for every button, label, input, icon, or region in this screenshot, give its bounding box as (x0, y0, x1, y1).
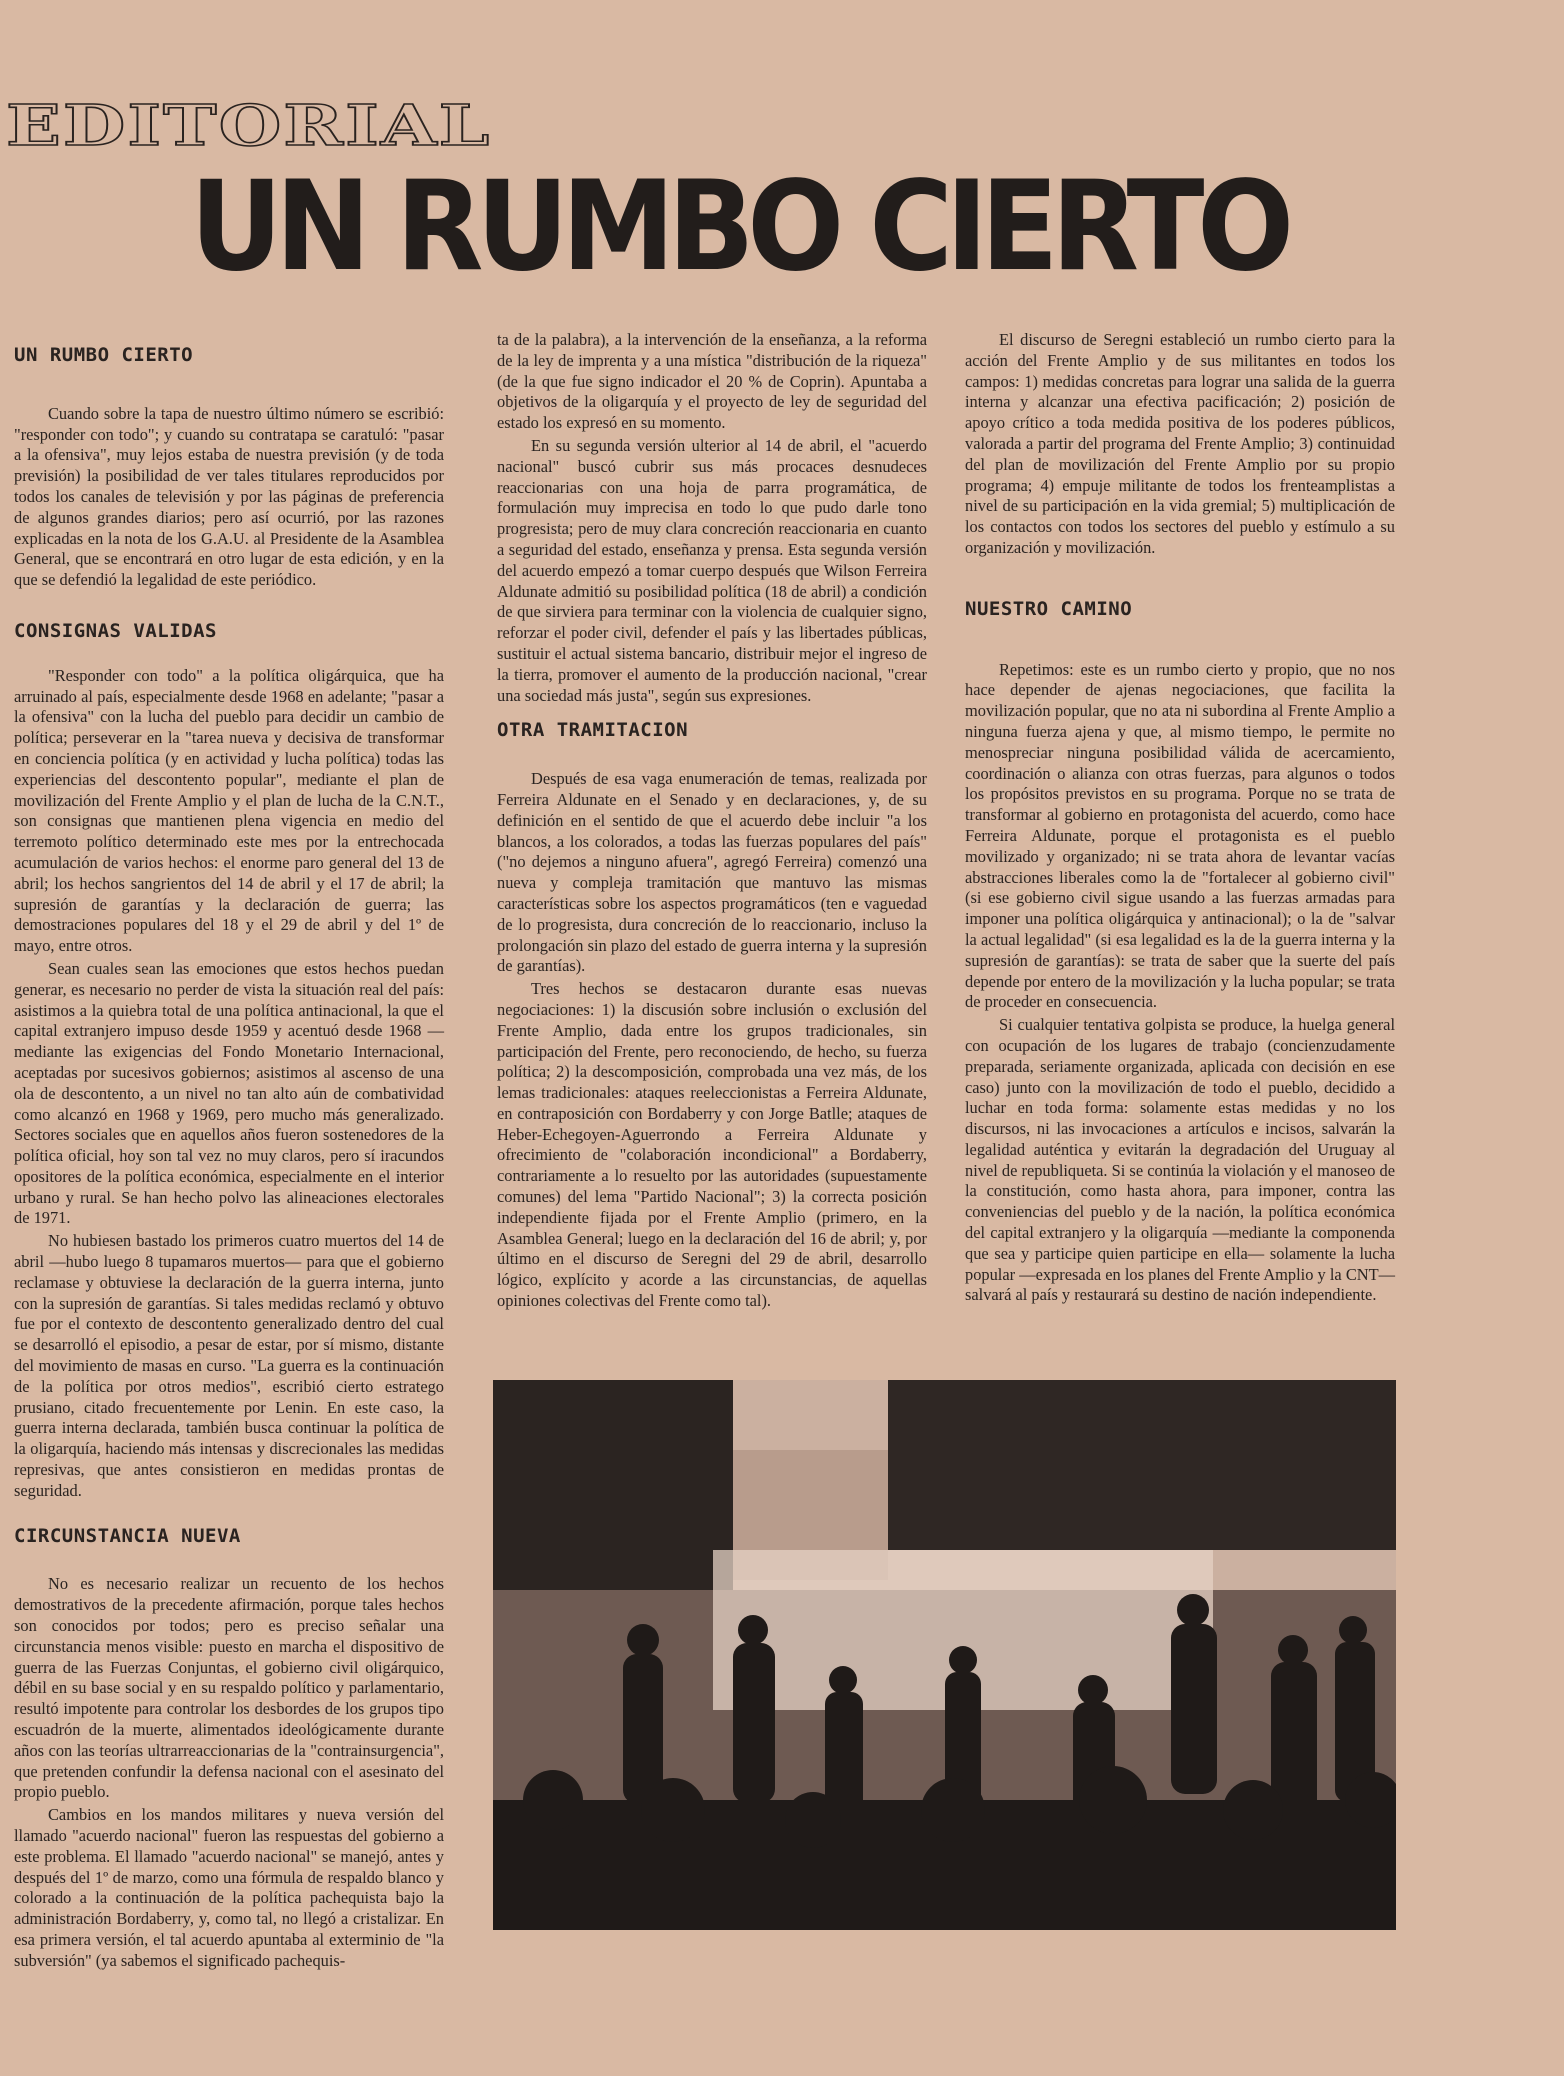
paragraph: ta de la palabra), a la intervención de la enseñanza, a la reforma de la ley de imprenta y a una mística "distribución de la riqueza" (de la que fue signo indicador el 20 % de Coprin). Apuntaba a objetivos de la oligarquía y el proyecto de ley de seguridad del estado los expresó en su momento. (497, 330, 927, 433)
paragraph: No es necesario realizar un recuento de los hechos demostrativos de la precedente afirmación, porque tales hechos son conocidos por todos; pero es preciso señalar una circunstancia menos visible: puesto en marcha el dispositivo de guerra de las Fuerzas Conjuntas, el gobierno civil oligárquico, débil en su base social y en su respaldo político y parlamentario, resultó impotente para controlar los desbordes de los grupos tipo escuadrón de la muerte, alimentados ideológicamente durante años con las teorías ultrarreaccionarias de la "contrainsurgencia", que pretenden confundir la defensa nacional con el asesinato del propio pueblo. (14, 1574, 444, 1802)
subheading: NUESTRO CAMINO (965, 597, 1133, 620)
section-kicker: EDITORIAL (6, 92, 492, 159)
paragraph: En su segunda versión ulterior al 14 de abril, el "acuerdo nacional" buscó cubrir sus más procaces desnudeces reaccionarias con una hoja de parra programática, de formulación muy imprecisa en todo lo que pudo darle tono progresista; pero de muy clara concreción reaccionaria en cuanto a seguridad del estado, enseñanza y prensa. Esta segunda versión del acuerdo empezó a tomar cuerpo después que Wilson Ferreira Aldunate admitió su posibilidad política (18 de abril) a condición de que sirviera para terminar con la violencia de cualquier signo, reforzar el poder civil, defender el país y las libertades públicas, sustituir el actual sistema bancario, distribuir mejor el ingreso de la tierra, promover el aumento de la producción nacional, "crear una sociedad más justa", según sus expresiones. (497, 435, 927, 705)
page-headline: UN RUMBO CIERTO (190, 155, 1287, 299)
column-2 (497, 330, 927, 1314)
paragraph: El discurso de Seregni estableció un rumbo cierto para la acción del Frente Amplio y de sus militantes en todos los campos: 1) medidas concretas para lograr una salida de la guerra interna y alcanzar una efectiva pacificación; 2) posición de apoyo crítico a toda medida positiva de los poderes públicos, valorada a partir del programa del Frente Amplio; 3) continuidad del plan de movilización del Frente Amplio por su propio programa; 4) empuje militante de todos los frenteamplistas a nivel de su participación en la vida gremial; 5) multiplicación de los contactos con todos los sectores del pueblo y estímulo a su organización y movilización. (965, 330, 1395, 557)
subheading: UN RUMBO CIERTO (14, 344, 194, 366)
paragraph: Después de esa vaga enumeración de temas, realizada por Ferreira Aldunate en el Senado y en declaraciones, y, de su definición en el sentido de que el acuerdo debe incluir "a los blancos, a los colorados, a todas las fuerzas populares del país" ("no dejemos a ninguno afuera", agregó Ferreira) comenzó una nueva y compleja tramitación que mantuvo las mismas características sobre los aspectos programáticos (ten e vaguedad de lo progresista, dura concreción de lo reaccionario, incluso la prolongación sin plazo del estado de guerra interna y la supresión de garantías). (497, 769, 927, 976)
paragraph: Sean cuales sean las emociones que estos hechos puedan generar, es necesario no perder de vista la situación real del país: asistimos a la quiebra total de una política antinacional, la que el capital extranjero impuso desde 1959 y acentuó desde 1968 —mediante las exigencias del Fondo Monetario Internacional, aceptadas por sucesivos gobiernos; asistimos al ascenso de una ola de descontento, a un nivel no tan alto aún de combatividad como alcanzó en 1968 y 1969, pero mucho más generalizado. Sectores sociales que en aquellos años fueron sostenedores de la política oficial, hoy son tal vez no muy claros, pero sí iracundos opositores de la política económica, especialmente en el interior urbano y rural. Se han hecho polvo las alineaciones electorales de 1971. (14, 958, 444, 1228)
subheading: CIRCUNSTANCIA NUEVA (14, 1524, 241, 1547)
subheading: OTRA TRAMITACION (497, 719, 689, 742)
column-3 (965, 330, 1395, 1308)
paragraph: "Responder con todo" a la política oligárquica, que ha arruinado al país, especialmente desde 1968 en adelante; "pasar a la ofensiva" con la lucha del pueblo para decidir un cambio de política; perseverar en la "tarea nueva y decisiva de transformar en conciencia política (y en actividad y lucha política) todas las experiencias del descontento popular", mediante el plan de movilización del Frente Amplio y el plan de lucha de la C.N.T., son consignas que mantienen plena vigencia en medio del terremoto político determinado este mes por la entrechocada acumulación de varios hechos: el enorme paro general del 13 de abril; los hechos sangrientos del 14 de abril y el 17 de abril; la supresión de garantías y la declaración de guerra; las demostraciones populares del 18 y el 29 de abril y del 1º de mayo, entre otros. (14, 665, 444, 956)
paragraph: Si cualquier tentativa golpista se produce, la huelga general con ocupación de los lugares de trabajo (concienzudamente preparada, seriamente organizada, aplicada con decisión en ese caso) junto con la movilización de todo el pueblo, decidido a luchar en toda forma: solamente estas medidas y no los discursos, ni las invocaciones a artículos e incisos, salvarán la legalidad auténtica y evitarán la degradación del Uruguay al nivel de republiqueta. Si se continúa la violación y el manoseo de la constitución, como hasta ahora, para imponer, contra las conveniencias del pueblo y de la nación, la política económica del capital extranjero y la oligarquía —mediante la componenda que sea y participe quien participe en ella— solamente la lucha popular —expresada en los planes del Frente Amplio y la CNT— salvará al país y restaurará su destino de nación independiente. (965, 1015, 1395, 1305)
paragraph: Tres hechos se destacaron durante esas nuevas negociaciones: 1) la discusión sobre inclusión o exclusión del Frente Amplio, dada entre los grupos tradicionales, sin participación del Frente, pero reconociendo, de hecho, su fuerza política; 2) la descomposición, comprobada una vez más, de los lemas tradicionales: ataques reeleccionistas a Ferreira Aldunate, en contraposición con Bordaberry y con Jorge Batlle; ataques de Heber-Echegoyen-Aguerrondo a Ferreira Aldunate y ofrecimiento de "colaboración incondicional" a Bordaberry, contrariamente a lo resuelto por las autoridades (supuestamente comunes) del lema "Partido Nacional"; 3) la correcta posición independiente fijada por el Frente Amplio (primero, en la Asamblea General; luego en la declaración del 16 de abril; y, por último en el discurso de Seregni del 29 de abril, desarrollo lógico, explícito y acorde a las circunstancias, de aquellas opiniones colectivas del Frente como tal). (497, 979, 927, 1311)
paragraph: Cambios en los mandos militares y nueva versión del llamado "acuerdo nacional" fueron las respuestas del gobierno a este problema. El llamado "acuerdo nacional" se manejó, antes y después del 1º de marzo, como una fórmula de respaldo blanco y colorado a la continuación de la política pachequista bajo la administración Bordaberry, y, como tal, no llegó a cristalizar. En esa primera versión, el tal acuerdo apuntaba al exterminio de "la subversión" (ya sabemos el significado pachequis- (14, 1805, 444, 1970)
column-1 (14, 335, 444, 1974)
paragraph: Repetimos: este es un rumbo cierto y propio, que no nos hace depender de ajenas negociaciones, que facilita la movilización popular, que no ata ni subordina al Frente Amplio a ninguna fuerza ajena y que, al mismo tiempo, le permite no menospreciar ninguna posibilidad válida de acercamiento, coordinación o alianza con otras fuerzas, para algunos o todos los propósitos previstos en su programa. Porque no se trata de transformar al gobierno en protagonista del acuerdo, como hace Ferreira Aldunate, porque el protagonista es el pueblo movilizado y organizado; ni se trata ahora de levantar vacías abstracciones liberales como la de "fortalecer al gobierno civil" (si ese gobierno civil sigue usando a las fuerzas armadas para imponer una política oligárquica y antinacional); o la de "salvar la actual legalidad" (si esa legalidad es la de la guerra interna y la supresión de garantías): se trata de saber que la suerte del país depende por entero de la movilización y la lucha popular; se trata de proceder en consecuencia. (965, 659, 1395, 1012)
subheading: CONSIGNAS VALIDAS (14, 619, 217, 642)
paragraph: Cuando sobre la tapa de nuestro último número se escribió: "responder con todo"; y cuando su contratapa se caratuló: "pasar a la ofensiva", muy lejos estaba de nuestra previsión (y de toda previsión) la posibilidad de ver tales titulares reproducidos por todos los canales de televisión y por las páginas de preferencia de algunos grandes diarios; pero así ocurrió, por las razones explicadas en la nota de los G.A.U. al Presidente de la Asamblea General, que se encontrará en otro lugar de esta edición, y en la que se defendió la legalidad de este periódico. (14, 403, 444, 590)
paragraph: No hubiesen bastado los primeros cuatro muertos del 14 de abril —hubo luego 8 tupamaros muertos— para que el gobierno reclamase y obtuviese la declaración de la guerra interna, junto con la supresión de garantías. Si tales medidas reclamó y obtuvo fue por el contexto de descontento generalizado dentro del cual se desarrolló el episodio, a pesar de estar, por sí mismo, distante del movimiento de masas en curso. "La guerra es la continuación de la política por otros medios", escribió cierto estratego prusiano, citado frecuentemente por Lenin. En este caso, la guerra interna declarada, también busca continuar la política de la oligarquía, haciendo más intensas y discrecionales las medidas represivas, que antes consistieron en medidas prontas de seguridad. (14, 1231, 444, 1500)
news-photograph (493, 1380, 1396, 1930)
